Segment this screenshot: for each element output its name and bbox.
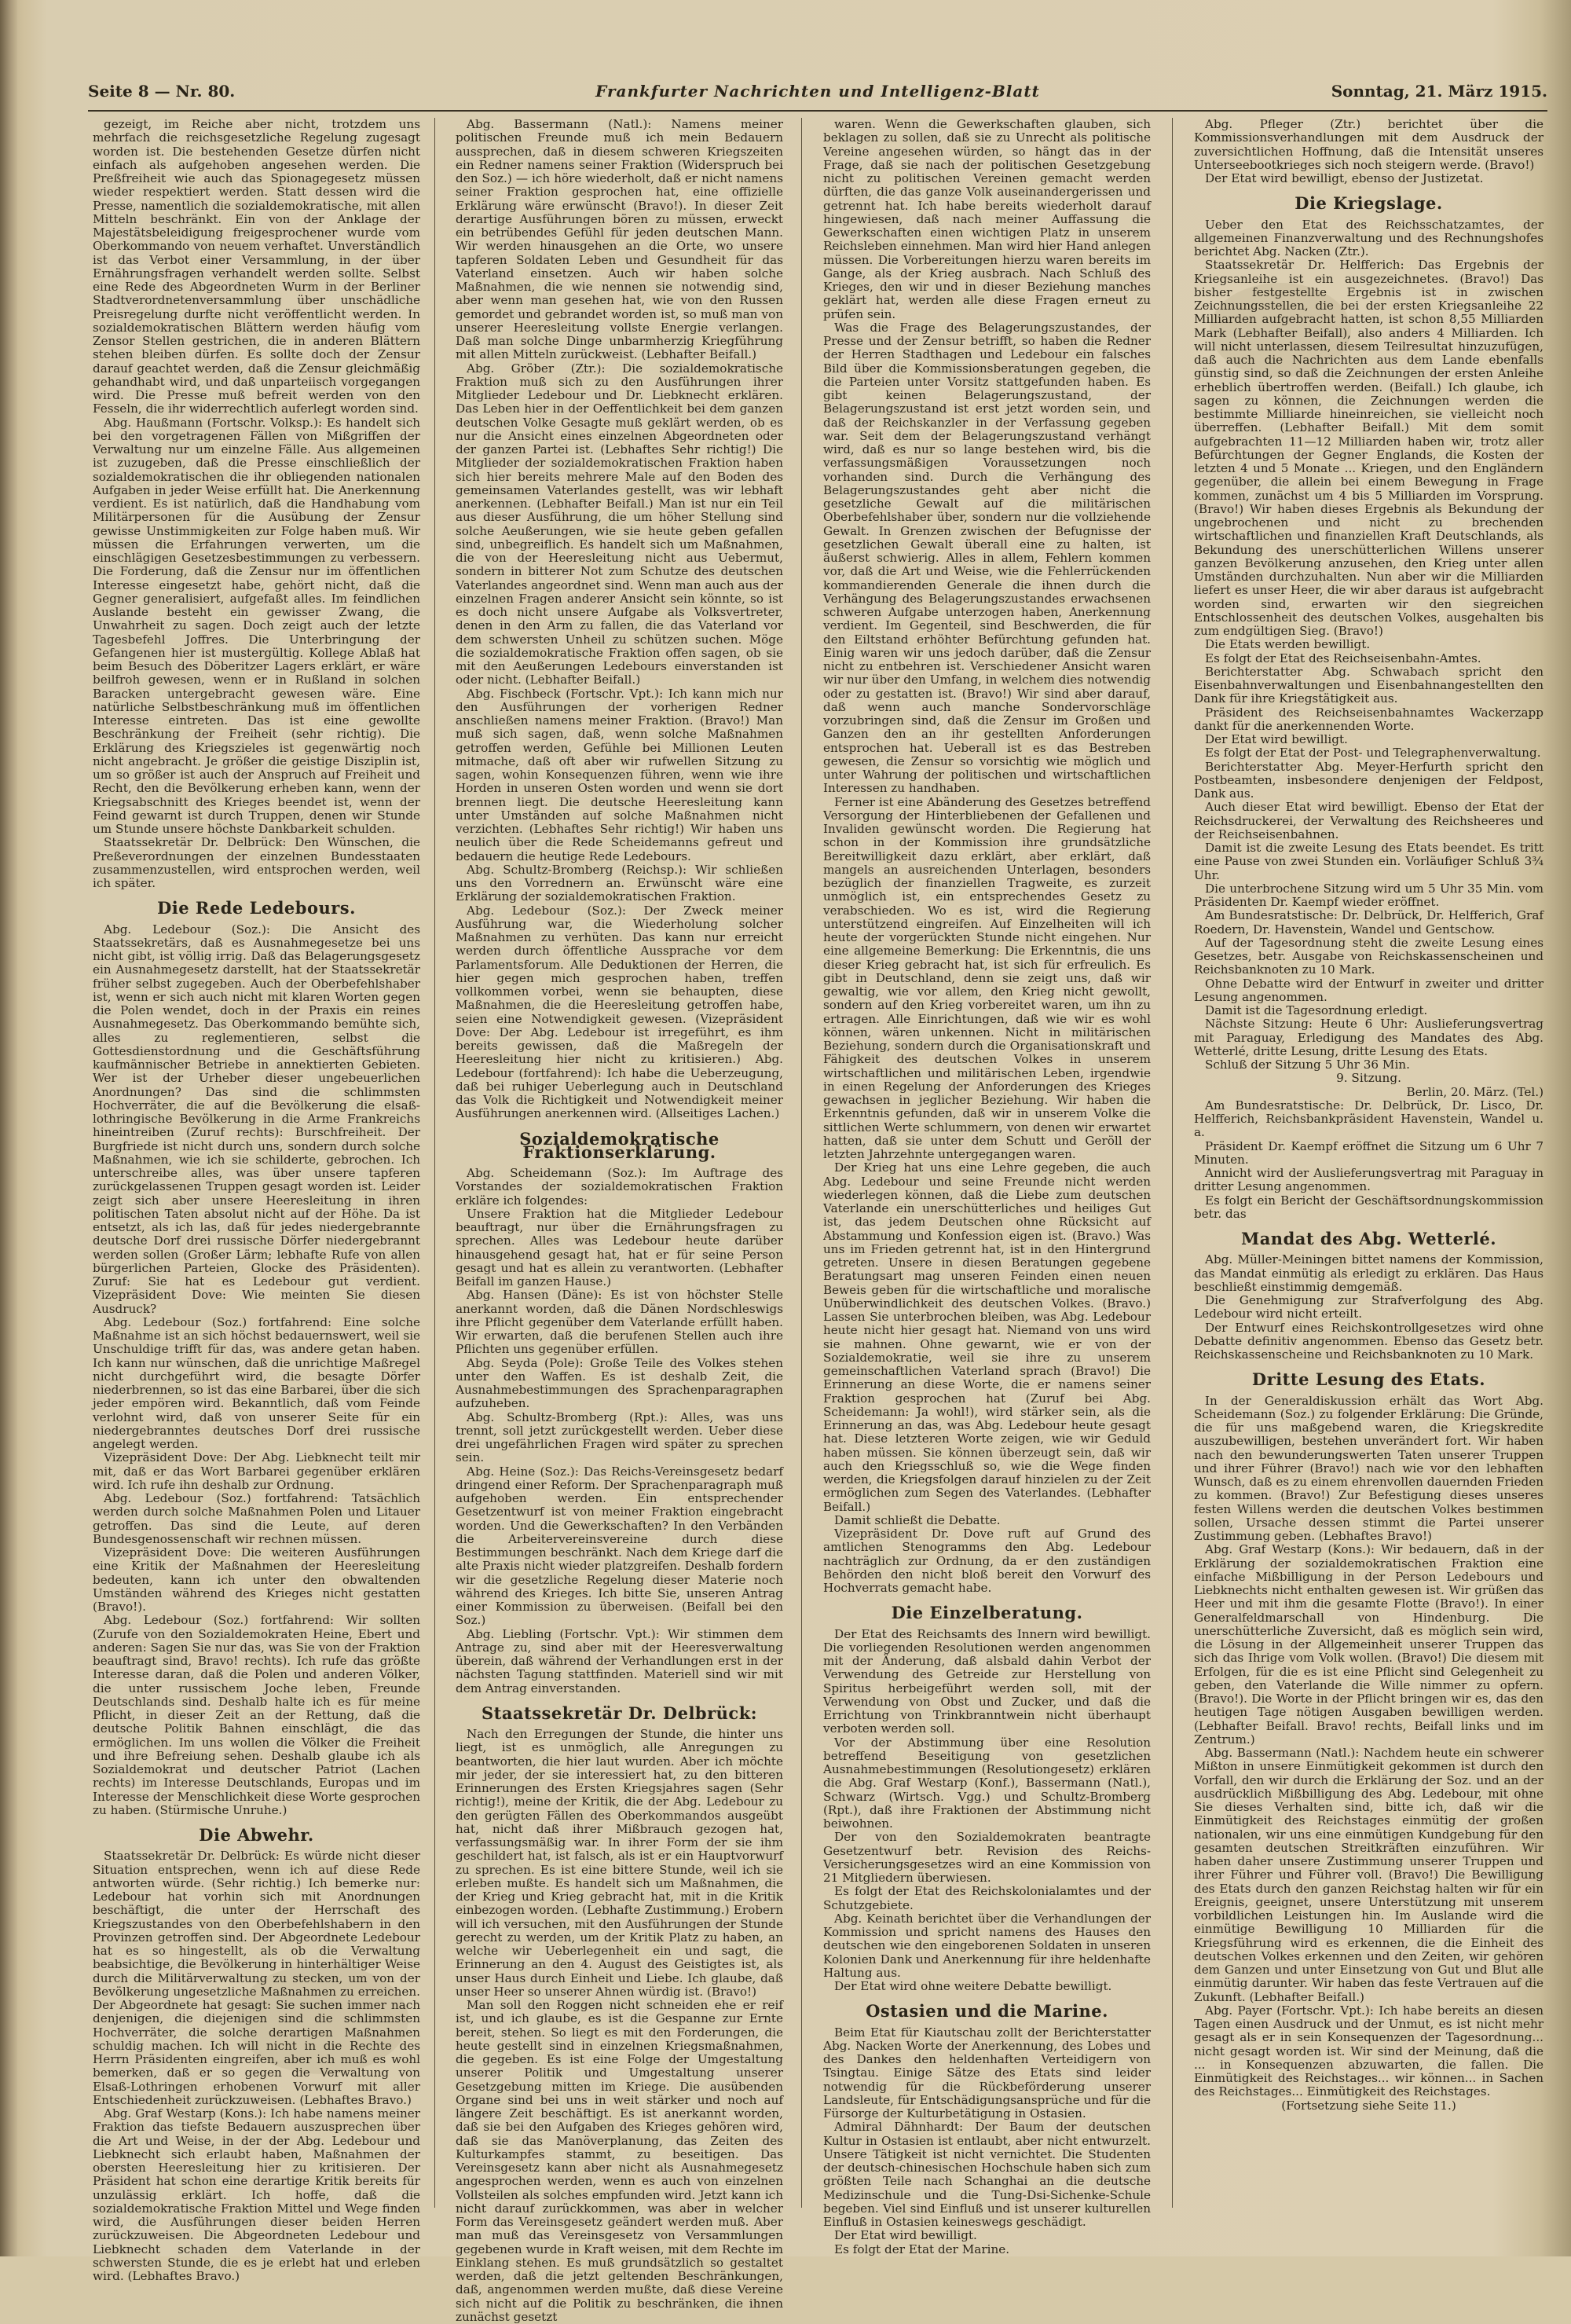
dateline: Berlin, 20. März. (Tel.): [1406, 1084, 1544, 1099]
article-paragraph: Abg. Ledebour (Soz.) fortfahrend: Wir sollten (Zurufe von den Sozialdemokraten Heine, Ebert und anderen: Sagen Sie nur das, was Sie von der Fraktion beauftragt sind, Bravo! rechts). Ich rufe das größte Interesse daran, daß die Polen und anderen Völker, die unter russischem Joche leben, Freunde Deutschlands sind. Deshalb halte ich es für meine Pflicht, in dieser Zeit an der Rettung, daß die deutsche Politik Bahnen einschlägt, die das ermöglichen. Im uns wollen die Völker die Freiheit und ihre Befreiung sehen. Deshalb glaube ich als Sozialdemokrat und deutscher Patriot (Lachen rechts) im Interesse Deutschlands, Europas und im Interesse der Menschlichkeit diese Worte gesprochen zu haben. (Stürmische Unruhe.): [93, 1613, 420, 1817]
article-paragraph: Damit ist die zweite Lesung des Etats beendet. Es tritt eine Pause von zwei Stunden ein. Vorläufiger Schluß 3¾ Uhr.: [1194, 841, 1544, 882]
continuation-note: (Fortsetzung siehe Seite 11.): [1281, 2098, 1456, 2113]
article-paragraph: Schluß der Sitzung 5 Uhr 36 Min.: [1205, 1058, 1410, 1072]
article-paragraph: Abg. Ledebour (Soz.) fortfahrend: Tatsächlich werden durch solche Maßnahmen Polen und Litauer getroffen. Das sind die Leute, auf deren Bundesgenossenschaft wir rechnen müssen.: [93, 1491, 420, 1546]
article-paragraph: Abg. Ledebour (Soz.): Die Ansicht des Staatssekretärs, daß es Ausnahmegesetze bei uns nicht gibt, ist völlig irrig. Daß das Belagerungsgesetz ein Ausnahmegesetz darstellt, hat der Staatssekretär früher selbst zugegeben. Auch der Oberbefehlshaber ist, wenn er sich auch nicht mit klaren Worten gegen die Polen wendet, doch in der Praxis ein reines Ausnahmegesetz. Das Oberkommando bemühte sich, alles zu reglementieren, selbst die Gottesdienstordnung und die Geschäftsführung kaufmännischer Betriebe in annektierten Gebieten. Wer ist der Urheber dieser ungebeuerlichen Anordnungen? Das sind die schlimmsten Hochverräter, die auf die Bevölkerung die elsaß-lothringische Bevölkerung in die Arme Frankreichs hineintreiben (Zuruf rechts): Burschfreiheit. Der Burgfriede ist nicht durch uns, sondern durch solche Maßnahmen, wie ich sie schilderte, gebrochen. Ich unterschreibe alles, was über unsere tapferen zurückgelassenen Truppen gesagt worden ist. Leider zeigt sich aber unsere Heeresleitung in ihren politischen Taten absolut nicht auf der Höhe. Da ist entsetzt, als ich las, daß für jedes niedergebrannte deutsche Dorf drei russische Dörfer niedergebrannt werden sollen (Großer Lärm; lebhafte Rufe von allen bürgerlichen Parteien, Glocke des Präsidenten). Zuruf: Sie hat es Ledebour gut verdient. Vizepräsident Dove: Wie meinten Sie diesen Ausdruck?: [93, 922, 420, 1316]
article-paragraph: Vizepräsident Dove: Die weiteren Ausführungen eine Kritik der Maßnahmen der Heeresleitung bedeuten, kann ich unter den obwaltenden Umständen während des Krieges nicht gestatten (Bravo!).: [93, 1545, 420, 1614]
article-paragraph: Abg. Liebling (Fortschr. Vpt.): Wir stimmen dem Antrage zu, sind aber mit der Heeresverwaltung überein, daß während der Verhandlungen erst in der nächsten Tagung stattfinden. Materiell sind wir mit dem Antrag einverstanden.: [456, 1626, 783, 1695]
article-paragraph: Abg. Payer (Fortschr. Vpt.): Ich habe bereits an diesen Tagen einen Ausdruck und der Unmut, es ist nicht mehr gesagt als er in sein Konsequenzen der Tagesordnung... nicht gesagt worden ist. Wir sind der Meinung, daß die ... in Konsequenzen abzuwarten, die fallen. Die Einmütigkeit des Reichstages... wir können... in Sachen des Reichstages... Einmütigkeit des Reichstages.: [1194, 2003, 1544, 2099]
article-paragraph: Ferner ist eine Abänderung des Gesetzes betreffend Versorgung der Hinterbliebenen der Gefallenen und Invaliden gewünscht worden. Die Regierung hat schon in der Kommission ihre grundsätzliche Bereitwilligkeit dazu erklärt, aber erklärt, daß mangels an ausreichenden Unterlagen, besonders bezüglich der finanziellen Tragweite, es zurzeit unmöglich ist, ein entsprechendes Gesetz zu verabschieden. Wo es ist, wird die Regierung unterstützend eingreifen. Auf Einzelheiten will ich heute der vorgerückten Stunde nicht eingehen. Nur eine allgemeine Bemerkung: Die Erkenntnis, die uns dieser Krieg gebracht hat, ist sich für erfreulich. Es gibt in Deutschland, denn sie zeigt uns, daß wir gewaltig, wie vor allem, den Krieg nicht gewollt, sondern auf den Krieg vorbereitet waren, um ihn zu ertragen. Alle Einrichtungen, daß wie wir es wohl können, wären unkennen. Nicht in militärischen Beziehung, sondern durch die Organisationskraft und Fähigkeit des deutschen Volkes in unserem wirtschaftlichen und militärischen Leben, irgendwie in einen Regelung der Anforderungen des Krieges gewachsen in jeglicher Beziehung. Wir haben die Erkenntnis gefunden, daß wir in unserem Volke die sittlichen Werte schlummern, von denen wir erwartet hatten, daß sie unter dem Schutt und Geröll der letzten Jahrzehnte untergegangen waren.: [823, 794, 1151, 1161]
article-paragraph: Abg. Fischbeck (Fortschr. Vpt.): Ich kann mich nur den Ausführungen der vorherigen Redner anschließen namens meiner Fraktion. (Bravo!) Man muß sich sagen, daß, wenn solche Maßnahmen getroffen werden, Gefühle bei Millionen Leuten mitmache, daß oft aber wir rufwellen Sitzung zu sagen, wohin Konsequenzen führen, wenn wie ihre Horden in unseren Osten worden und wenn sie dort brennen liegt. Die deutsche Heeresleitung kann unter Umständen auf solche Maßnahmen nicht verzichten. (Lebhaftes Sehr richtig!) Wir haben uns neulich über die Rede Scheidemanns gefreut und bedauern die heutige Rede Ledebours.: [456, 686, 783, 863]
article-paragraph: Abg. Pfleger (Ztr.) berichtet über die Kommissionsverhandlungen mit dem Ausdruck der zuversichtlichen Hoffnung, daß die Intensität unseres Unterseebootkrieges sich noch steigern werde. (Bravo!): [1194, 117, 1544, 172]
article-paragraph: In der Generaldiskussion erhält das Wort Abg. Scheidemann (Soz.) zu folgender Erklärung: Die Gründe, die für uns maßgebend waren, die Kriegskredite auszubewilligen, bestehen unverändert fort. Wir haben nach den bewunderungswerten Taten unserer Truppen und ihrer Führer (Bravo!) nach wie vor den lebhaften Wunsch, daß es zu einem ehrenvollen dauernden Frieden zu kommen. (Bravo!) Zur Befestigung dieses unseres festen Willens werden die deutschen Volkes bestimmen sollen, Ursache dessen stimmt die Partei unserer Zustimmung geben. (Lebhaftes Bravo!): [1194, 1393, 1544, 1543]
article-paragraph: Der Etat wird bewilligt.: [834, 2228, 977, 2243]
article-paragraph: Am Bundesratstische: Dr. Delbrück, Dr. Helfferich, Graf Roedern, Dr. Havenstein, Wandel und Gentschow.: [1194, 908, 1544, 937]
article-paragraph: Abg. Haußmann (Fortschr. Volksp.): Es handelt sich bei den vorgetragenen Fällen von Mißgriffen der Verwaltung nur um einzelne Fälle. Aus allgemeinen ist zuzugeben, daß die Presse einschließlich der sozialdemokratischen die ihr obliegenden nationalen Aufgaben in jeder Weise erfüllt hat. Die Anerkennung verdient. Es ist natürlich, daß die Handhabung vom Militärpersonen für die Ausübung der Zensur gewisse Unstimmigkeiten zur Folge haben muß. Wir müssen die Erfahrungen verwerten, um die einschlägigen Gesetzesbestimmungen zu verbessern. Die Forderung, daß die Zensur nur im öffentlichen Interesse eingesetzt habe, gehört nicht, daß die Gegner generalisiert, aufgefaßt alles. Im feindlichen Auslande besteht ein gewisser Zwang, die Unwahrheit zu sagen. Doch zeigt auch der letzte Tagesbefehl Joffres. Die Unterbringung der Gefangenen hier ist mustergültig. Kollege Ablaß hat beim Besuch des Döberitzer Lagers erklärt, er wäre beilfroh gewesen, wenn er in Rußland in solchen Baracken untergebracht gewesen wäre. Eine natürliche Selbstbeschränkung muß im öffentlichen Interesse eintreten. Das ist eine gewollte Beschränkung der Freiheit (sehr richtig). Die Erklärung des Kriegszieles ist gegenwärtig noch nicht angebracht. Je größer die geistige Disziplin ist, um so größer ist auch der Anspruch auf Freiheit und Recht, den die Bevölkerung erheben kann, wenn der Kriegsabschnitt des Krieges beendet ist, wenn der Feind gewarnt ist durch Truppen, denen wir Stunde um Stunde unsere höchste Dankbarkeit schulden.: [93, 415, 420, 836]
section-heading: Sozialdemokratische Fraktionserklärung.: [519, 1128, 720, 1162]
article-paragraph: Berichterstatter Abg. Meyer-Herfurth spricht den Postbeamten, insbesondere denjenigen der Feldpost, Dank aus.: [1194, 759, 1544, 801]
article-paragraph: Abg. Bassermann (Natl.): Namens meiner politischen Freunde muß ich mein Bedauern aussprechen, daß in diesem schweren Kriegszeiten ein Redner namens seiner Fraktion (Widerspruch bei den Soz.) — ich höre wiederholt, daß er nicht namens seiner Fraktion gesprochen hat, eine offizielle Erklärung wäre erwünscht (Bravo!). In dieser Zeit derartige Ausführungen bören zu müssen, erweckt ein betrübendes Gefühl für jeden deutschen Mann. Wir werden hinausgehen an die Orte, wo unsere tapferen Soldaten Leben und Gesundheit für das Vaterland einsetzen. Auch wir haben solche Maßnahmen, die wie nennen sie notwendig sind, aber wenn man gesehen hat, wie von den Russen gemordet und gebrandet worden ist, so muß man von unserer Heeresleitung vollste Energie verlangen. Daß man solche Dinge unbarmherzig Kriegführung mit allen Mitteln zurückweist. (Lebhafter Beifall.): [456, 117, 783, 362]
column-4: [1194, 118, 1544, 2208]
article-paragraph: Ohne Debatte wird der Entwurf in zweiter und dritter Lesung angenommen.: [1194, 976, 1544, 1004]
article-paragraph: Abg. Schultz-Bromberg (Reichsp.): Wir schließen uns den Vorrednern an. Erwünscht wäre eine Erklärung der sozialdemokratischen Fraktion.: [456, 862, 783, 904]
article-paragraph: Vizepräsident Dove: Der Abg. Liebknecht teilt mir mit, daß er das Wort Barbarei gegenüber erklären wird. Ich rufe ihn deshalb zur Ordnung.: [93, 1450, 420, 1492]
article-paragraph: Der Etat des Reichsamts des Innern wird bewilligt. Die vorliegenden Resolutionen werden angenommen mit der Änderung, daß alsbald dahin Verbot der Verwendung des Getreide zur Herstellung von Spiritus herbeigeführt werden soll, mit der Verwendung von Obst und Zucker, und daß die Errichtung von Trinkbranntwein nicht überhaupt verboten werden soll.: [823, 1626, 1151, 1736]
article-paragraph: Annicht wird der Auslieferungsvertrag mit Paraguay in dritter Lesung angenommen.: [1194, 1166, 1544, 1194]
article-paragraph: Es folgt der Etat des Reichskolonialamtes und der Schutzgebiete.: [823, 1884, 1151, 1912]
article-paragraph: Abg. Graf Westarp (Kons.): Wir bedauern, daß in der Erklärung der sozialdemokratischen Fraktion eine einfache Mißbilligung in der Person Ledebours und Liebknechts nicht enthalten gewesen ist. Wir grüßen das Heer und mit ihm die gesamte Flotte (Bravo!). In einer Generalfeldmarschall von Hindenburg. Die unerschütterliche Zuversicht, daß es möglich sein wird, die Lösung in der Allgemeinheit unserer Truppen das sich das Ihrige vom Volk wollen. (Bravo!) Die diesem mit Erfolgen, für die es ist eine Pflicht sind Gelegenheit zu geben, den Vaterlande die Wille nimmer zu opfern. (Bravo!). Die Worte in der Pflicht bringen wir es, das den heutigen Tage nötigen Ausgaben bewilligen werden. (Lebhafter Beifall. Bravo! rechts, Beifall links und im Zentrum.): [1194, 1542, 1544, 1747]
column-3: [823, 117, 1151, 2256]
article-paragraph: Ueber den Etat des Reichsschatzamtes, der allgemeinen Finanzverwaltung und des Rechnungshofes berichtet Abg. Nacken (Ztr.).: [1194, 217, 1544, 258]
article-paragraph: Damit ist die Tagesordnung erledigt.: [1205, 1003, 1428, 1017]
article-paragraph: Abg. Seyda (Pole): Große Teile des Volkes stehen unter den Waffen. Es ist deshalb Zeit, die Ausnahmebestimmungen des Sprachenparagraphen aufzuheben.: [456, 1355, 783, 1411]
article-paragraph: Staatssekretär Dr. Delbrück: Es würde nicht dieser Situation entsprechen, wenn ich auf diese Rede antworten würde. (Sehr richtig.) Ich bemerke nur: Ledebour hat vorhin sich mit Anordnungen beschäftigt, die unter der Herrschaft des Kriegszustandes von den Oberbefehlshabern in den Provinzen getroffen sind. Der Abgeordnete Ledebour hat es so hingestellt, als ob die Verwaltung beabsichtige, die Bevölkerung in hinterhältiger Weise durch die Militärverwaltung zu stecken, um von der Bevölkerung ungesetzliche Maßnahmen zu erreichen. Der Abgeordnete hat gesagt: Sie suchen immer nach denjenigen, die diejenigen sind die schlimmsten Hochverräter, die solche derartigen Maßnahmen schuldig machen. Ich will nicht in die Rechte des Herrn Präsidenten eingreifen, aber ich muß es wohl bemerken, daß er so gegen die Verwaltung von Elsaß-Lothringen erhobenen Vorwurf mit aller Entschiedenheit zurückzuweisen. (Lebhaftes Bravo.): [93, 1849, 420, 2107]
article-paragraph: Was die Frage des Belagerungszustandes, der Presse und der Zensur betrifft, so haben die Redner der Herren Stadthagen und Ledebour ein falsches Bild über die Kommissionsberatungen gegeben, die die Parteien unter Vorsitz stattgefunden haben. Es gibt keinen Belagerungszustand, der Belagerungszustand ist erst jetzt worden sein, und daß der Reichskanzler in der Verfassung gegeben war. Seit dem der Belagerungszustand verhängt wird, daß es nur so lange bestehen wird, bis die verfassungsmäßigen Voraussetzungen noch vorhanden sind. Durch die Verhängung des Belagerungszustandes geht aber nicht die gesetzliche Gewalt auf die militärischen Oberbefehlshaber über, sondern nur die vollziehende Gewalt. In Grenzen zwischen der Befugnisse der gesetzlichen Gewalt überall eine zu halten, ist äußerst schwierig. Alles in allem, Fehlern kommen vor, daß die Art und Weise, wie die Fehlerrückenden kommandierenden Generale die ihnen durch die Verhängung des Belagerungszustandes erwachsenen schweren Aufgabe unterzogen haben, Anerkennung verdient. Im Gegenteil, sind Beschwerden, die für den Eiltstand erhöhter Befürchtung gefunden hat. Einig waren wir uns jedoch darüber, daß die Zensur nicht zu entbehren ist. Verschiedener Ansicht waren wir nur über den Umfang, in welchem dies notwendig oder zu gestatten ist. (Bravo!) Wir sind aber darauf, daß wenn auch manche Sondervorschläge vorzubringen sind, daß die Zensur im Großen und Ganzen den an ihr gestellten Anforderungen entsprochen hat. Ueberall ist es das Bestreben gewesen, die Zensur so vorsichtig wie möglich und unter Wahrung der politischen und wirtschaftlichen Interessen zu handhaben.: [823, 320, 1151, 796]
article-paragraph: Am Bundesratstische: Dr. Delbrück, Dr. Lisco, Dr. Helfferich, Reichsbankpräsident Havenstein, Wandel u. a.: [1194, 1098, 1544, 1140]
article-paragraph: Vor der Abstimmung über eine Resolution betreffend Beseitigung von gesetzlichen Ausnahmebestimmungen (Resolutiongesetz) erklären die Abg. Graf Westarp (Konf.), Bassermann (Natl.), Schwarz (Wirtsch. Vgg.) und Schultz-Bromberg (Rpt.), daß ihre Fraktionen der Abstimmung nicht beiwohnen.: [823, 1735, 1151, 1831]
article-paragraph: Der von den Sozialdemokraten beantragte Gesetzentwurf betr. Revision des Reichs-Versicherungsgesetzes wird an eine Kommission von 21 Mitgliedern überwiesen.: [823, 1830, 1151, 1885]
page-number: Seite 8 — Nr. 80.: [88, 82, 236, 101]
article-paragraph: Abg. Scheidemann (Soz.): Im Auftrage des Vorstandes der sozialdemokratischen Fraktion erkläre ich folgendes:: [456, 1166, 783, 1208]
article-paragraph: Abg. Heine (Soz.): Das Reichs-Vereinsgesetz bedarf dringend einer Reform. Der Sprachenparagraph muß aufgehoben werden. Ein entsprechender Gesetzentwurf ist von meiner Fraktion eingebracht worden. Und die Gewerkschaften? In den Verbänden die Arbeitervereinsvereine durch diese Bestimmungen beschränkt. Nach dem Kriege darf die alte Praxis nicht wieder platzgreifen. Deshalb fordern wir die gesetzliche Regelung dieser Materie noch während des Krieges. Ich bitte Sie, unseren Antrag einer Kommission zu überweisen. (Beifall bei den Soz.): [456, 1464, 783, 1628]
section-heading: Mandat des Abg. Wetterlé.: [1240, 1229, 1497, 1248]
page-header: [88, 82, 1547, 105]
article-paragraph: Staatssekretär Dr. Delbrück: Den Wünschen, die Preßeverordnungen der einzelnen Bundesstaaten zusammenzustellen, wird entsprochen werden, weil ich später.: [93, 835, 420, 890]
article-paragraph: Es folgt ein Bericht der Geschäftsordnungskommission betr. das: [1194, 1193, 1544, 1221]
article-paragraph: Die Etats werden bewilligt.: [1205, 637, 1371, 652]
section-heading: Die Einzelberatung.: [891, 1603, 1083, 1623]
article-paragraph: gezeigt, im Reiche aber nicht, trotzdem uns mehrfach die reichsgesetzliche Regelung zugesagt worden ist. Die bestehenden Gesetze dürfen nicht einfach als aufgehoben angesehen werden. Die Preßfreiheit wie auch das Spionagegesetz müssen wieder respektiert werden. Statt dessen wird die Presse, namentlich die sozialdemokratische, mit allen Mitteln beschränkt. Ein von der Anklage der Majestätsbeleidigung freigesprochener wurde vom Oberkommando von neuem verhaftet. Unverständlich ist das Verbot einer Versammlung, in der über Ernährungsfragen verhandelt werden sollte. Selbst eine Rede des Abgeordneten Wurm in der Berliner Stadtverordnetenversammlung über unschädliche Preisregelung durfte nicht veröffentlicht werden. In sozialdemokratischen Blättern werden häufig vom Zensor Stellen gestrichen, die in anderen Blättern stehen bleiben dürfen. Es sollte doch der Zensur darauf geachtet werden, daß die Zensur gleichmäßig gehandhabt wird, und daß unparteiisch vorgegangen wird. Die Presse muß befreit werden von den Fesseln, die ihr widerrechtlich auferlegt worden sind.: [93, 117, 420, 416]
article-paragraph: Vizepräsident Dr. Dove ruft auf Grund des amtlichen Stenogramms den Abg. Ledebour nachträglich zur Ordnung, da er den zuständigen Behörden den nicht bloß bereit den Vorwurf des Hochverrats gemacht habe.: [823, 1527, 1151, 1595]
section-heading: Staatssekretär Dr. Delbrück:: [481, 1703, 758, 1723]
article-paragraph: Staatssekretär Dr. Helfferich: Das Ergebnis der Kriegsanleihe ist ein ausgezeichnetes. (Bravo!) Das bisher festgestellte Ergebnis ist in zwischen Zeichnungsstellen, die bei der ersten Kriegsanleihe 22 Milliarden aufgebracht hatten, ist schon 8,55 Milliarden Mark (Lebhafter Beifall), also anders 4 Milliarden. Ich will nicht unterlassen, diesem Teilresultat hinzuzufügen, daß auch die Nachrichten aus dem Lande ebenfalls günstig sind, so daß die Zeichnungen der ersten Anleihe erheblich übertroffen werden. (Beifall.) Ich glaube, ich sagen zu können, die Zeichnungen werden die bestimmte Milliarde hineinreichen, sie vielleicht noch überreffen. (Lebhafter Beifall.) Mit dem somit aufgebrachten 11—12 Milliarden haben wir, trotz aller Befürchtungen der Gegner Englands, die Kosten der letzten 4 und 5 Monate ... Kriegen, und den Engländern gegenüber, die allein bei einem Bewegung in Frage kommen, zunächst um 4 bis 5 Milliarden im Vorsprung. (Bravo!) Wir haben dieses Ergebnis als Bekundung der ungebrochenen und nicht zu brechenden wirtschaftlichen und finanziellen Kraft Deutschlands, als Bekundung des unerschütterlichen Willens unserer ganzen Bevölkerung anzusehen, den Krieg unter allen Umständen durchzuhalten. Nun aber wir die Milliarden liefert es unser Heer, die wir aber daraus ist aufgebracht worden sind, erwarten wir den siegreichen Entschlossenheit des deutschen Volkes, ausgehalten bis zum endgültigen Sieg. (Bravo!): [1194, 258, 1544, 638]
article-paragraph: Der Entwurf eines Reichskontrollgesetzes wird ohne Debatte definitiv angenommen. Ebenso das Gesetz betr. Reichskassenscheine und Reichsbanknoten zu 10 Mark.: [1194, 1320, 1544, 1362]
column-divider: [801, 118, 802, 2208]
article-paragraph: Der Krieg hat uns eine Lehre gegeben, die auch Abg. Ledebour und seine Freunde nicht werden wiederlegen können, daß die Liebe zum deutschen Vaterlande ein unerschütterliches und heiliges Gut ist, das jedem Deutschen ohne Rücksicht auf Abstammung und Konfession eigen ist. (Bravo.) Was uns im Frieden getrennt hat, ist in den Hintergrund getreten. Unsere in diesen Beratungen gegebene Beratungsart mag unseren Feinden einen neuen Beweis geben für die wirtschaftliche und moralische Unüberwindlichkeit des deutschen Volkes. (Bravo.) Lassen Sie unterbrochen bleiben, was Abg. Ledebour heute nicht hier gesagt hat. Niemand von uns wird sie mahnen. Ohne gewarnt, wie er von der Sozialdemokratie, weil sie ihre zu unserem gemeinschaftlichen Vaterland sprach (Bravo!) Die Erinnerung an diese Worte, die er namens seiner Fraktion gesprochen hat (Zuruf bei Abg. Scheidemann: Ja wohl!), wird stärker sein, als die Erinnerung an das, was Abg. Ledebour heute gesagt hat. Diese letzteren Worte zeigen, wie wir Geduld haben müssen. Sie können überzeugt sein, daß wir auch den Kriegsschluß so, wie die Wege finden werden, die Kriegsfolgen darauf hinzielen zu der Zeit ermöglichen zum Segen des Vaterlandes. (Lebhafter Beifall.): [823, 1160, 1151, 1514]
article-paragraph: Abg. Graf Westarp (Kons.): Ich habe namens meiner Fraktion das tiefste Bedauern auszusprechen über die Art und Weise, in der der Abg. Ledebour und Liebknecht sich erlaubt haben, Maßnahmen der obersten Heeresleitung hier zu kritisieren. Der Präsident hat schon eine derartige Kritik bereits für unzulässig erklärt. Ich hoffe, daß die sozialdemokratische Fraktion Mittel und Wege finden wird, die Ausführungen dieser beiden Herren zurückzuweisen. Die Abgeordneten Ledebour und Liebknecht schaden dem Vaterlande in der schwersten Stunde, die es je erlebt hat und erleben wird. (Lebhaftes Bravo.): [93, 2106, 420, 2283]
article-paragraph: Es folgt der Etat des Reichseisenbahn-Amtes.: [1205, 651, 1481, 665]
article-paragraph: Es folgt der Etat der Post- und Telegraphenverwaltung.: [1205, 746, 1541, 761]
issue-date: Sonntag, 21. März 1915.: [1331, 82, 1547, 101]
article-paragraph: Präsident des Reichseisenbahnamtes Wackerzapp dankt für die anerkennenden Worte.: [1194, 705, 1544, 733]
article-paragraph: Nächste Sitzung: Heute 6 Uhr: Auslieferungsvertrag mit Paraguay, Erledigung des Mandates des Abg. Wetterlé, dritte Lesung, dritte Lesung des Etats.: [1194, 1017, 1544, 1058]
binding-spine: [0, 0, 17, 2256]
article-paragraph: Abg. Ledebour (Soz.): Der Zweck meiner Ausführung war, die Wiederholung solcher Maßnahmen zu verhüten. Das kann nur erreicht werden durch öffentliche Aussprache vor dem Parlamentsforum. Alle Deduktionen der Herren, die hier gegen mich gesprochen haben, treffen vollkommen vorbei, wenn sie behaupten, diese Maßnahmen, die die Heeresleitung getroffen habe, seien eine Notwendigkeit gewesen. (Vizepräsident Dove: Der Abg. Ledebour ist irregeführt, es ihm bereits gewissen, daß die Maßregeln der Heeresleitung hier nicht zu kritisieren.) Abg. Ledebour (fortfahrend): Ich habe die Ueberzeugung, daß bei ruhiger Ueberlegung auch in Deutschland das Volk die Richtigkeit und Notwendigkeit meiner Ausführungen anerkennen wird. (Allseitiges Lachen.): [456, 903, 783, 1121]
section-heading: Die Abwehr.: [199, 1825, 314, 1845]
column-divider: [434, 118, 435, 2208]
article-paragraph: Abg. Müller-Meiningen bittet namens der Kommission, das Mandat einmütig als erledigt zu erklären. Das Haus beschließt einstimmig demgemäß.: [1194, 1252, 1544, 1294]
column-divider: [1172, 118, 1173, 2208]
article-paragraph: Es folgt der Etat der Marine.: [834, 2242, 1010, 2256]
article-paragraph: Abg. Gröber (Ztr.): Die sozialdemokratische Fraktion muß sich zu den Ausführungen ihrer Mitglieder Ledebour und Dr. Liebknecht erklären. Das Leben hier in der Oeffentlichkeit bei dem ganzen deutschen Volke Gesagte muß geklärt werden, ob es nur die Ansicht eines einzelnen Abgeordneten oder der ganzen Partei ist. (Lebhaftes Sehr richtig!) Die Mitglieder der sozialdemokratischen Fraktion haben sich hier bereits mehrere Male auf den Boden des gemeinsamen Vaterlandes gestellt, was wir lebhaft anerkennen. (Lebhafter Beifall.) Man ist nur ein Teil aus dieser Ausführung, die um höher Stellung sind solche Aeußerungen, wie sie heute geben gefallen sind, unbegreiflich. Es handelt sich um Maßnahmen, die von der Heeresleitung nicht aus Uebermut, sondern in bitterer Not zum Schutze des deutschen Vaterlandes angeordnet sind. Wenn man auch aus der einzelnen Fragen anderer Ansicht sein könnte, so ist es doch nicht unsere Aufgabe als Volksvertreter, denen in den Arm zu fallen, die das Vaterland vor dem schwersten Unheil zu schützen suchen. Möge die sozialdemokratische Fraktion offen sagen, ob sie mit den Aeußerungen Ledebours einverstanden ist oder nicht. (Lebhafter Beifall.): [456, 361, 783, 687]
article-paragraph: waren. Wenn die Gewerkschaften glauben, sich beklagen zu sollen, daß sie zu Unrecht als politische Vereine angesehen würden, so hängt das in der Frage, daß sie nach der politischen Gesetzgebung nicht zu politischen Vereinen gemacht werden dürften, die das ganze Volk auseinandergerissen und getrennt hat. Ich habe bereits wiederholt darauf hingewiesen, daß nach meiner Auffassung die Gewerkschaften einen wichtigen Platz in unserem Reichsleben einnehmen. Man wird hier Hand anlegen müssen. Die Vorbereitungen hierzu waren bereits im Gange, als der Krieg ausbrach. Nach Schluß des Krieges, den wir und in dieser Beziehung manches geklärt hat, werden alle diese Fragen erneut zu prüfen sein.: [823, 117, 1151, 321]
article-paragraph: Beim Etat für Kiautschau zollt der Berichterstatter Abg. Nacken Worte der Anerkennung, des Lobes und des Dankes den heldenhaften Verteidigern von Tsingtau. Einige Sätze des Etats sind leider notwendig für die Rückbeförderung unserer Landsleute, für Entschädigungsansprüche und für die Fürsorge der Kulturbetätigung in Ostasien.: [823, 2025, 1151, 2121]
article-paragraph: Abg. Keinath berichtet über die Verhandlungen der Kommission und spricht namens des Hauses den deutschen wie den eingeborenen Soldaten in unseren Kolonien Dank und Anerkennung für ihre heldenhafte Haltung aus.: [823, 1911, 1151, 1980]
article-paragraph: Die unterbrochene Sitzung wird um 5 Uhr 35 Min. vom Präsidenten Dr. Kaempf wieder eröffnet.: [1194, 881, 1544, 909]
article-paragraph: Man soll den Roggen nicht schneiden ehe er reif ist, und ich glaube, es ist die Gespanne zur Ernte bereit, stehen. So liegt es mit den Forderungen, die heute gestellt sind in einzelnen Kriegsmaßnahmen, die gegeben. Es ist eine Folge der Umgestaltung unserer Politik und Umgestaltung unserer Gesetzgebung mitten im Kriege. Die ausübenden Organe sind bei uns in weit stärker und noch auf längere Zeit beschäftigt. Es ist anerkannt worden, daß sie bei den Aufgaben des Krieges gehören wird, daß sie das Manöverplanung, das Zeiten des Kulturkampfes stammt, zu beseitigen. Das Vereinsgesetz kann aber nicht als Ausnahmegesetz angesprochen werden, wenn es auch von einzelnen Vollsteilen als solches empfunden wird. Jetzt kann ich nicht darauf zurückkommen, was aber in welcher Form das Vereinsgesetz geändert werden muß. Aber man muß das Vereinsgesetz von Versammlungen gegebenen wurde in Kraft weisen, mit dem Rechte im Einklang stehen. Es muß grundsätzlich so gestaltet werden, daß die jetzt geltenden Beschränkungen, daß, angenommen werden mußte, daß diese Vereine sich nicht auf die Politik zu beschränken, die ihnen zunächst gesetzt: [456, 1998, 783, 2324]
column-1: [93, 117, 420, 2283]
section-heading: Die Rede Ledebours.: [157, 898, 356, 918]
newspaper-title: Frankfurter Nachrichten und Intelligenz-Blatt: [595, 82, 1040, 101]
section-heading: Dritte Lesung des Etats.: [1251, 1369, 1486, 1390]
article-paragraph: Unsere Fraktion hat die Mitglieder Ledebour beauftragt, nur über die Ernährungsfragen zu sprechen. Alles was Ledebour heute darüber hinausgehend gesagt hat, hat er für seine Person gesagt und hat es allein zu verantworten. (Lebhafter Beifall im ganzen Hause.): [456, 1206, 783, 1288]
article-paragraph: Abg. Schultz-Bromberg (Rpt.): Alles, was uns trennt, soll jetzt zurückgestellt werden. Ueber diese drei ungefährlichen Fragen wird später zu sprechen sein.: [456, 1409, 783, 1465]
article-paragraph: Präsident Dr. Kaempf eröffnet die Sitzung um 6 Uhr 7 Minuten.: [1194, 1138, 1544, 1167]
article-paragraph: Auch dieser Etat wird bewilligt. Ebenso der Etat der Reichsdruckerei, der Verwaltung des Reichsheeres und der Reichseisenbahnen.: [1194, 800, 1544, 841]
header-rule: [88, 110, 1547, 112]
article-paragraph: Die Genehmigung zur Strafverfolgung des Abg. Ledebour wird nicht erteilt.: [1194, 1293, 1544, 1321]
article-paragraph: Auf der Tagesordnung steht die zweite Lesung eines Gesetzes, betr. Ausgabe von Reichskassenscheinen und Reichsbanknoten zu 10 Mark.: [1194, 935, 1544, 977]
article-paragraph: Nach den Erregungen der Stunde, die hinter uns liegt, ist es unmöglich, alle Anregungen zu beantworten, die hier laut wurden. Aber ich möchte mir jeder, der sie interessiert hat, zu den bitteren Erinnerungen des Ersten Kriegsjahres sagen (Sehr richtig!), meine der Kritik, die der Abg. Ledebour zu den gerügten Fällen des Oberkommandos ausgeübt hat, nicht daß ihrer Mißbrauch gezogen hat, verfassungsmäßig war. In ihrer Form der sie ihm geschildert hat, ist falsch, als ist er ein Hauptvorwurf zu sprechen. Es ist eine bittere Stunde, weil ich sie erleben mußte. Es handelt sich um Maßnahmen, die der Krieg und Krieg gebracht hat, mit in die Kritik einbezogen worden. (Lebhafte Zustimmung.) Erobern will ich versuchen, mit den Ausführungen der Stunde gerecht zu werden, um der Kritik Platz zu haben, an welche wir Ueberlegenheit ein und sagt, die Erinnerung an den 4. August des Geistigtes ist, als unser Haus durch Einheit und Liebe. Ich glaube, daß unser Heer so unserer Ahnen würdig ist. (Bravo!): [456, 1727, 783, 1999]
session-label: 9. Sitzung.: [1336, 1071, 1401, 1086]
article-paragraph: Berichterstatter Abg. Schwabach spricht den Eisenbahnverwaltungen und Eisenbahnangestellten den Dank für ihre Kriegstätigkeit aus.: [1194, 664, 1544, 706]
article-paragraph: Abg. Ledebour (Soz.) fortfahrend: Eine solche Maßnahme ist an sich höchst bedauernswert, weil sie Unschuldige trifft für das, was andere getan haben. Ich kann nur wünschen, daß die unrichtige Maßregel nicht durchgeführt wird, die besagte Dörfer niederbrennen, so ist das eine Barbarei, über die sich jeder empören wird. Bekanntlich, daß vom Feinde verlohnt wird, daß von unserer Seite für ein niedergebranntes deutsches Dorf drei russische angelegt werden.: [93, 1314, 420, 1451]
column-2: [456, 117, 783, 2324]
article-paragraph: Der Etat wird bewilligt.: [1205, 732, 1348, 746]
article-paragraph: Abg. Bassermann (Natl.): Nachdem heute ein schwerer Mißton in unsere Einmütigkeit gekommen ist durch den Vorfall, den wir durch die Erklärung der Soz. und an der ausdrücklich Mißbilligung des Abg. Ledebour, mit ohne Sie dieses Verhalten sind, bitte ich, daß wir die Einmütigkeit des Reichstages einmütig der großen nationalen, wir uns eine einmütigen Kundgebung für den gesamten deutschen Streitkräften einzuführen. Wir haben daher unsere Zustimmung unserer Truppen und ihrer Führer und Führer voll. (Bravo!) Die Bewilligung des Etats durch den ganzen Reichstag halten wir für ein Ereignis, geeignet, unsere Unterstützung mit unserem vorbildlichen Leistungen hin. Im Auslande wird die einmütige Bewilligung 10 Milliarden für die Kriegsführung wird es erkennen, die die Einheit des deutschen Volkes erkennen und den Zeiten, wir gehören dem Ganzen und unter Einsetzung von Gut und Blut alle einmütig darunter. Wir haben das feste Vertrauen auf die Zukunft. (Lebhafter Beifall.): [1194, 1746, 1544, 2004]
article-paragraph: Abg. Hansen (Däne): Es ist von höchster Stelle anerkannt worden, daß die Dänen Nordschleswigs ihre Pflicht gegenüber dem Vaterlande erfüllt haben. Wir erwarten, daß die berufenen Stellen auch ihre Pflichten uns gegenüber erfüllen.: [456, 1288, 783, 1357]
article-paragraph: Damit schließt die Debatte.: [834, 1512, 1001, 1527]
article-paragraph: Admiral Dähnhardt: Der Baum der deutschen Kultur in Ostasien ist entlaubt, aber nicht entwurzelt. Unsere Tätigkeit ist nicht vernichtet. Die Studenten der deutsch-chinesischen Hochschule haben sich zum größten Teile nach Schanghai an die deutsche Medizinschule und die Tung-Dsi-Sichenke-Schule begeben. Viel sind Einfluß und ist unserer kulturellen Einfluß in Ostasien keineswegs geschädigt.: [823, 2120, 1151, 2229]
section-heading: Die Kriegslage.: [1295, 193, 1443, 214]
article-paragraph: Der Etat wird bewilligt, ebenso der Justizetat.: [1205, 171, 1484, 185]
article-paragraph: Der Etat wird ohne weitere Debatte bewilligt.: [834, 1979, 1112, 1993]
section-heading: Ostasien und die Marine.: [866, 2001, 1108, 2022]
